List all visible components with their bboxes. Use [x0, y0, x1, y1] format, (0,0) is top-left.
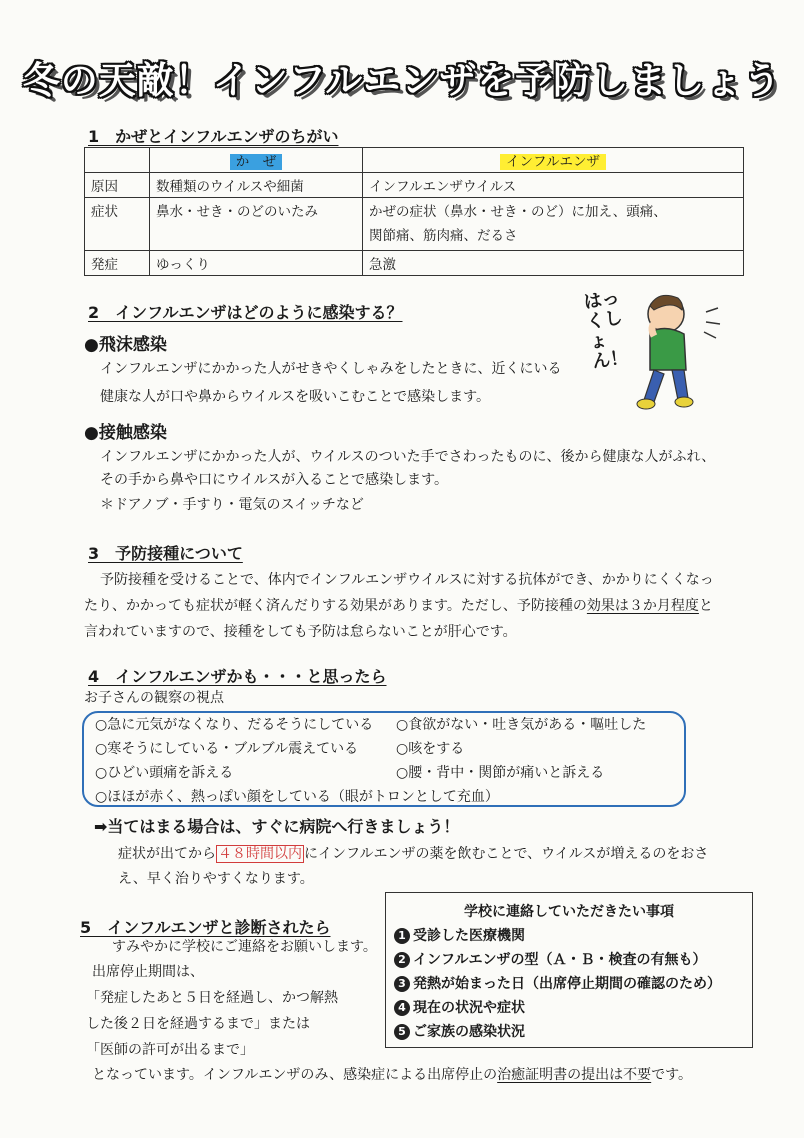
table-row: [85, 251, 744, 276]
contact-item-text: ご家族の感染状況: [413, 1024, 525, 1040]
observation-item: ○咳をする: [396, 741, 465, 757]
medicine-line1: [118, 842, 708, 867]
droplet-line2: 健康な人が口や鼻からウイルスを吸いこむことで感染します。: [100, 389, 491, 405]
droplet-title: ●飛沫感染: [84, 335, 167, 355]
certificate-not-required: 治癒証明書の提出は不要: [497, 1067, 652, 1083]
vaccine-line3: 言われていますので、接種をしても予防は怠らないことが肝心です。: [84, 624, 517, 640]
contact-line3: ＊ドアノブ・手すり・電気のスイッチなど: [100, 497, 364, 513]
contact-line2: その手から鼻や口にウイルスが入ることで感染します。: [100, 472, 449, 488]
observation-item: ○食欲がない・吐き気がある・嘔吐した: [396, 717, 647, 733]
diagnosed-line5: 「医師の許可が出るまで」: [86, 1042, 254, 1058]
table-header-flu: [363, 148, 744, 173]
contact-item: [394, 925, 525, 945]
table-header-row: [85, 148, 744, 173]
contact-item: [394, 997, 525, 1017]
cell-kaze: 数種類のウイルスや細菌: [150, 173, 363, 198]
medicine-line2: え、早く治りやすくなります。: [118, 871, 314, 887]
diagnosed-line4: した後２日を経過するまで」または: [86, 1016, 310, 1032]
contact-infection-title: ●接触感染: [84, 423, 167, 443]
diagnosed-line6-post: です。: [651, 1067, 693, 1083]
observation-title: お子さんの観察の視点: [84, 690, 224, 706]
sneeze-text: はっくしょん！: [582, 287, 630, 373]
header-flu-label: インフルエンザ: [500, 154, 606, 170]
vaccine-line2-pre: たり、かかっても症状が軽く済んだりする効果があります。ただし、予防接種の: [84, 598, 587, 614]
contact-box-title: 学校に連絡していただきたい事項: [464, 904, 674, 920]
contact-item-text: インフルエンザの型（Ａ・Ｂ・検査の有無も）: [413, 952, 707, 968]
cell-flu: [363, 198, 744, 251]
table-header-empty: [85, 148, 150, 173]
cell-flu-line1: かぜの症状（鼻水・せき・のど）に加え、頭痛、: [369, 204, 667, 220]
observation-item: ○寒そうにしている・ブルブル震えている: [95, 741, 359, 757]
number-icon: 2: [394, 952, 410, 968]
observation-item: ○ほほが赤く、熱っぽい顔をしている（眼がトロンとして充血）: [95, 789, 499, 805]
observation-item: ○ひどい頭痛を訴える: [95, 765, 234, 781]
table-row: [85, 198, 744, 251]
diagnosed-line2: 出席停止期間は、: [92, 964, 204, 980]
table-row: [85, 173, 744, 198]
cell-kaze: ゆっくり: [150, 251, 363, 276]
comparison-table: [84, 147, 744, 276]
row-label: 原因: [85, 173, 150, 198]
medicine-line1-pre: 症状が出てから: [118, 846, 216, 862]
section3-heading: 3 予防接種について: [88, 544, 243, 563]
cell-flu: インフルエンザウイルス: [363, 173, 744, 198]
school-contact-box: [385, 892, 753, 1048]
contact-item: [394, 973, 721, 993]
vaccine-effect-underline: 効果は３か月程度: [586, 598, 699, 614]
contact-item: [394, 1021, 525, 1041]
diagnosed-line6-pre: となっています。インフルエンザのみ、感染症による出席停止の: [92, 1067, 498, 1083]
table-header-kaze: [150, 148, 363, 173]
row-label: 発症: [85, 251, 150, 276]
number-icon: 3: [394, 976, 410, 992]
droplet-line1: インフルエンザにかかった人がせきやくしゃみをしたときに、近くにいる: [100, 361, 562, 377]
cell-kaze: 鼻水・せき・のどのいたみ: [150, 198, 363, 251]
observation-item: ○腰・背中・関節が痛いと訴える: [396, 765, 605, 781]
contact-line1: インフルエンザにかかった人が、ウイルスのついた手でさわったものに、後から健康な人がふれ、: [100, 449, 716, 465]
48-hours-box: ４８時間以内: [218, 846, 302, 862]
contact-item-text: 現在の状況や症状: [413, 1000, 525, 1016]
observation-item: ○急に元気がなくなり、だるそうにしている: [95, 717, 374, 733]
section1-heading: 1 かぜとインフルエンザのちがい: [88, 127, 339, 146]
cell-flu: 急激: [363, 251, 744, 276]
sneezing-boy-illustration: [582, 284, 738, 414]
diagnosed-line6: [92, 1063, 692, 1088]
medicine-line1-post: にインフルエンザの薬を飲むことで、ウイルスが増えるのをおさ: [304, 846, 709, 862]
diagnosed-line1: すみやかに学校にご連絡をお願いします。: [112, 939, 377, 955]
cell-flu-line2: 関節痛、筋肉痛、だるさ: [369, 228, 518, 244]
hospital-action: ➡当てはまる場合は、すぐに病院へ行きましょう！: [94, 817, 460, 836]
vaccine-line2-post: と: [698, 598, 713, 614]
number-icon: 5: [394, 1024, 410, 1040]
contact-item-text: 発熱が始まった日（出席停止期間の確認のため）: [413, 976, 721, 992]
contact-item-text: 受診した医療機関: [413, 928, 525, 944]
vaccine-line1: 予防接種を受けることで、体内でインフルエンザウイルスに対する抗体ができ、かかりにくくなっ: [100, 572, 714, 588]
section5-heading: 5 インフルエンザと診断されたら: [80, 918, 331, 937]
vaccine-line2: [84, 594, 713, 619]
section2-heading: 2 インフルエンザはどのように感染する？: [88, 303, 403, 322]
section4-heading: 4 インフルエンザかも・・・と思ったら: [88, 667, 387, 686]
page-title: 冬の天敵！インフルエンザを予防しましょう: [22, 59, 782, 102]
diagnosed-line3: 「発症したあと５日を経過し、かつ解熱: [86, 990, 338, 1006]
contact-item: [394, 949, 706, 969]
row-label: 症状: [85, 198, 150, 251]
header-kaze-label: か ぜ: [230, 154, 283, 170]
number-icon: 4: [394, 1000, 410, 1016]
number-icon: 1: [394, 928, 410, 944]
